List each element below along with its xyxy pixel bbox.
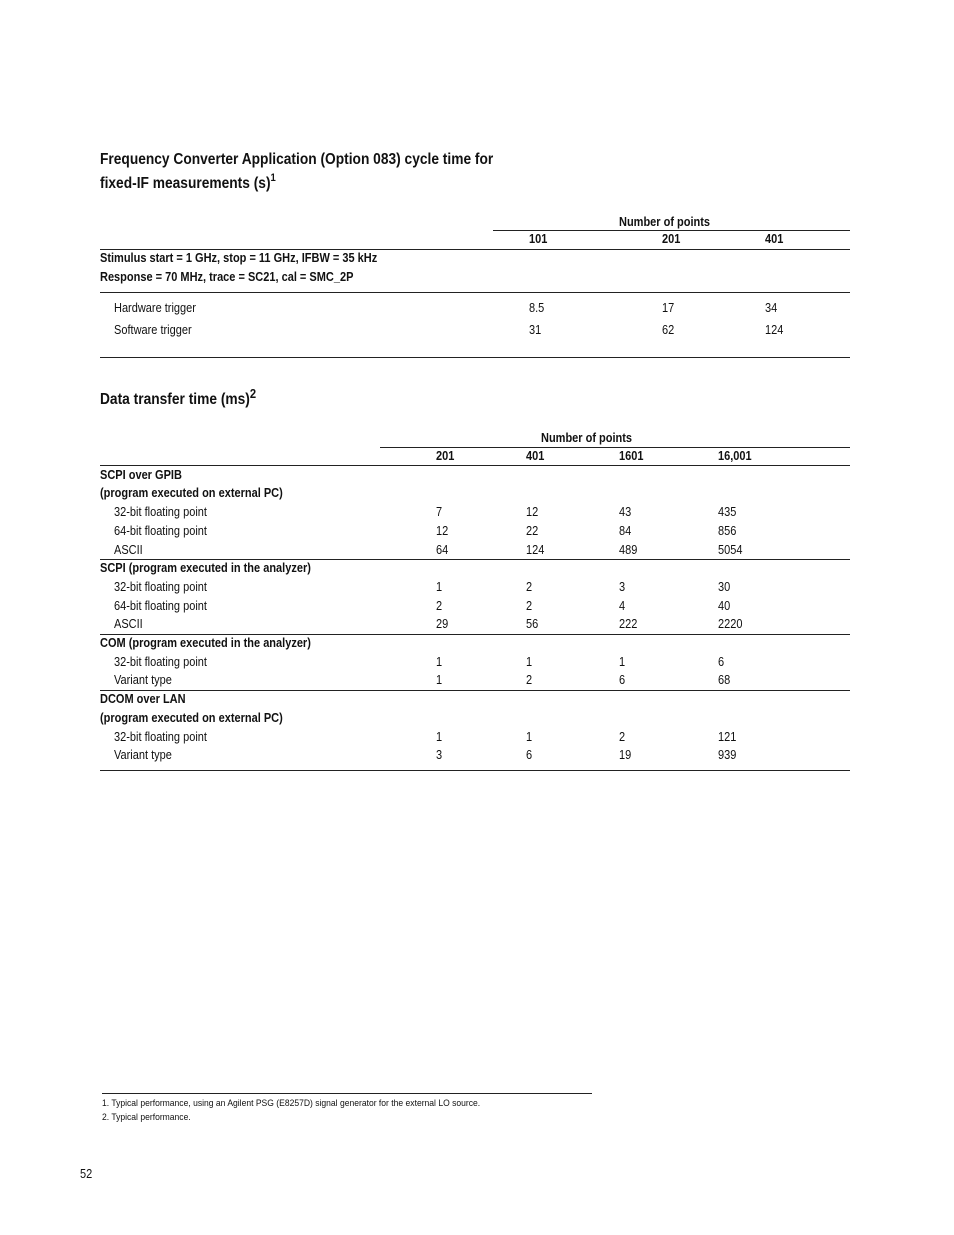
section1-title-line2: fixed-IF measurements (s) xyxy=(100,175,271,192)
section2-row-label: 32-bit floating point xyxy=(114,580,207,594)
section2-cell: 2 xyxy=(436,599,443,613)
section2-cell: 1 xyxy=(436,673,443,687)
section1-col-header: 201 xyxy=(662,232,681,246)
section2-row-label: Variant type xyxy=(114,748,172,762)
section1-condition: Stimulus start = 1 GHz, stop = 11 GHz, IFBW = 35 kHz xyxy=(100,251,378,265)
section1-cell: 17 xyxy=(662,301,675,315)
section2-row-label: 32-bit floating point xyxy=(114,655,207,669)
section2-cell: 489 xyxy=(619,543,638,557)
section2-col-header: 401 xyxy=(526,449,545,463)
footnote-2: 2. Typical performance. xyxy=(102,1112,191,1123)
section2-cell: 40 xyxy=(718,599,731,613)
section2-cell: 222 xyxy=(619,617,638,631)
section2-cell: 19 xyxy=(619,748,632,762)
section2-cell: 3 xyxy=(436,748,443,762)
section2-cell: 1 xyxy=(526,655,533,669)
section2-cell: 6 xyxy=(619,673,626,687)
section2-cell: 68 xyxy=(718,673,731,687)
section2-group-title: COM (program executed in the analyzer) xyxy=(100,636,311,650)
section2-group-subtitle: (program executed on external PC) xyxy=(100,486,283,500)
section1-col-header: 101 xyxy=(529,232,548,246)
footnote-1: 1. Typical performance, using an Agilent PSG (E8257D) signal generator for the external LO source. xyxy=(102,1098,481,1109)
section1-cell: 8.5 xyxy=(529,301,545,315)
section2-group-rule xyxy=(100,690,850,691)
section2-cell: 1 xyxy=(436,655,443,669)
section1-mid-rule xyxy=(100,292,850,293)
section1-condition: Response = 70 MHz, trace = SC21, cal = SMC_2P xyxy=(100,270,354,284)
section2-cell: 22 xyxy=(526,524,539,538)
section1-cell: 62 xyxy=(662,323,675,337)
section1-cell: 31 xyxy=(529,323,542,337)
section2-cell: 1 xyxy=(526,730,533,744)
section2-title-text: Data transfer time (ms) xyxy=(100,391,250,408)
section2-cell: 121 xyxy=(718,730,737,744)
section2-row-label: 64-bit floating point xyxy=(114,524,207,538)
section2-cell: 6 xyxy=(526,748,533,762)
section2-col-header: 201 xyxy=(436,449,455,463)
section2-cell: 64 xyxy=(436,543,449,557)
section2-cell: 12 xyxy=(526,505,539,519)
section2-cell: 1 xyxy=(436,580,443,594)
section2-footnote-ref: 2 xyxy=(249,386,257,401)
section2-row-label: Variant type xyxy=(114,673,172,687)
section2-cell: 4 xyxy=(619,599,626,613)
section2-group-subtitle: (program executed on external PC) xyxy=(100,711,283,725)
section2-cell: 7 xyxy=(436,505,443,519)
footnote-rule xyxy=(102,1093,592,1094)
section2-cell: 1 xyxy=(619,655,626,669)
section2-cell: 856 xyxy=(718,524,737,538)
section2-cell: 6 xyxy=(718,655,725,669)
section2-row-label: 64-bit floating point xyxy=(114,599,207,613)
section2-cell: 30 xyxy=(718,580,731,594)
section2-bottom-rule xyxy=(100,770,850,771)
section2-row-label: 32-bit floating point xyxy=(114,730,207,744)
section1-title xyxy=(100,148,493,196)
section2-group-title: SCPI over GPIB xyxy=(100,468,182,482)
section2-row-label: ASCII xyxy=(114,617,143,631)
section2-cell: 3 xyxy=(619,580,626,594)
section2-cell: 2 xyxy=(526,580,533,594)
section2-col-header: 1601 xyxy=(619,449,644,463)
section2-cell: 124 xyxy=(526,543,545,557)
section2-cell: 2 xyxy=(526,599,533,613)
section2-cell: 2220 xyxy=(718,617,743,631)
section2-cell: 2 xyxy=(526,673,533,687)
section2-cell: 939 xyxy=(718,748,737,762)
section2-cell: 435 xyxy=(718,505,737,519)
section2-row-label: 32-bit floating point xyxy=(114,505,207,519)
section2-group-title: DCOM over LAN xyxy=(100,692,186,706)
section2-row-label: ASCII xyxy=(114,543,143,557)
section1-cell: 124 xyxy=(765,323,784,337)
section1-title-line1: Frequency Converter Application (Option 083) cycle time for xyxy=(100,151,494,168)
section2-cell: 5054 xyxy=(718,543,743,557)
section2-cell: 2 xyxy=(619,730,626,744)
section2-cell: 29 xyxy=(436,617,449,631)
section2-cell: 1 xyxy=(436,730,443,744)
section1-group-header: Number of points xyxy=(619,215,711,229)
section2-cell: 84 xyxy=(619,524,632,538)
section1-col-header: 401 xyxy=(765,232,784,246)
section2-cell: 56 xyxy=(526,617,539,631)
page-number: 52 xyxy=(80,1167,93,1181)
section1-row-label: Hardware trigger xyxy=(114,301,196,315)
section2-title xyxy=(100,386,257,411)
section2-cell: 43 xyxy=(619,505,632,519)
section1-cell: 34 xyxy=(765,301,778,315)
section2-top-rule xyxy=(100,465,850,466)
section1-footnote-ref: 1 xyxy=(270,172,276,184)
section1-bottom-rule xyxy=(100,357,850,358)
section2-group-title: SCPI (program executed in the analyzer) xyxy=(100,561,311,575)
section1-row-label: Software trigger xyxy=(114,323,192,337)
section2-cell: 12 xyxy=(436,524,449,538)
section2-col-header: 16,001 xyxy=(718,449,752,463)
section2-group-header: Number of points xyxy=(541,431,633,445)
